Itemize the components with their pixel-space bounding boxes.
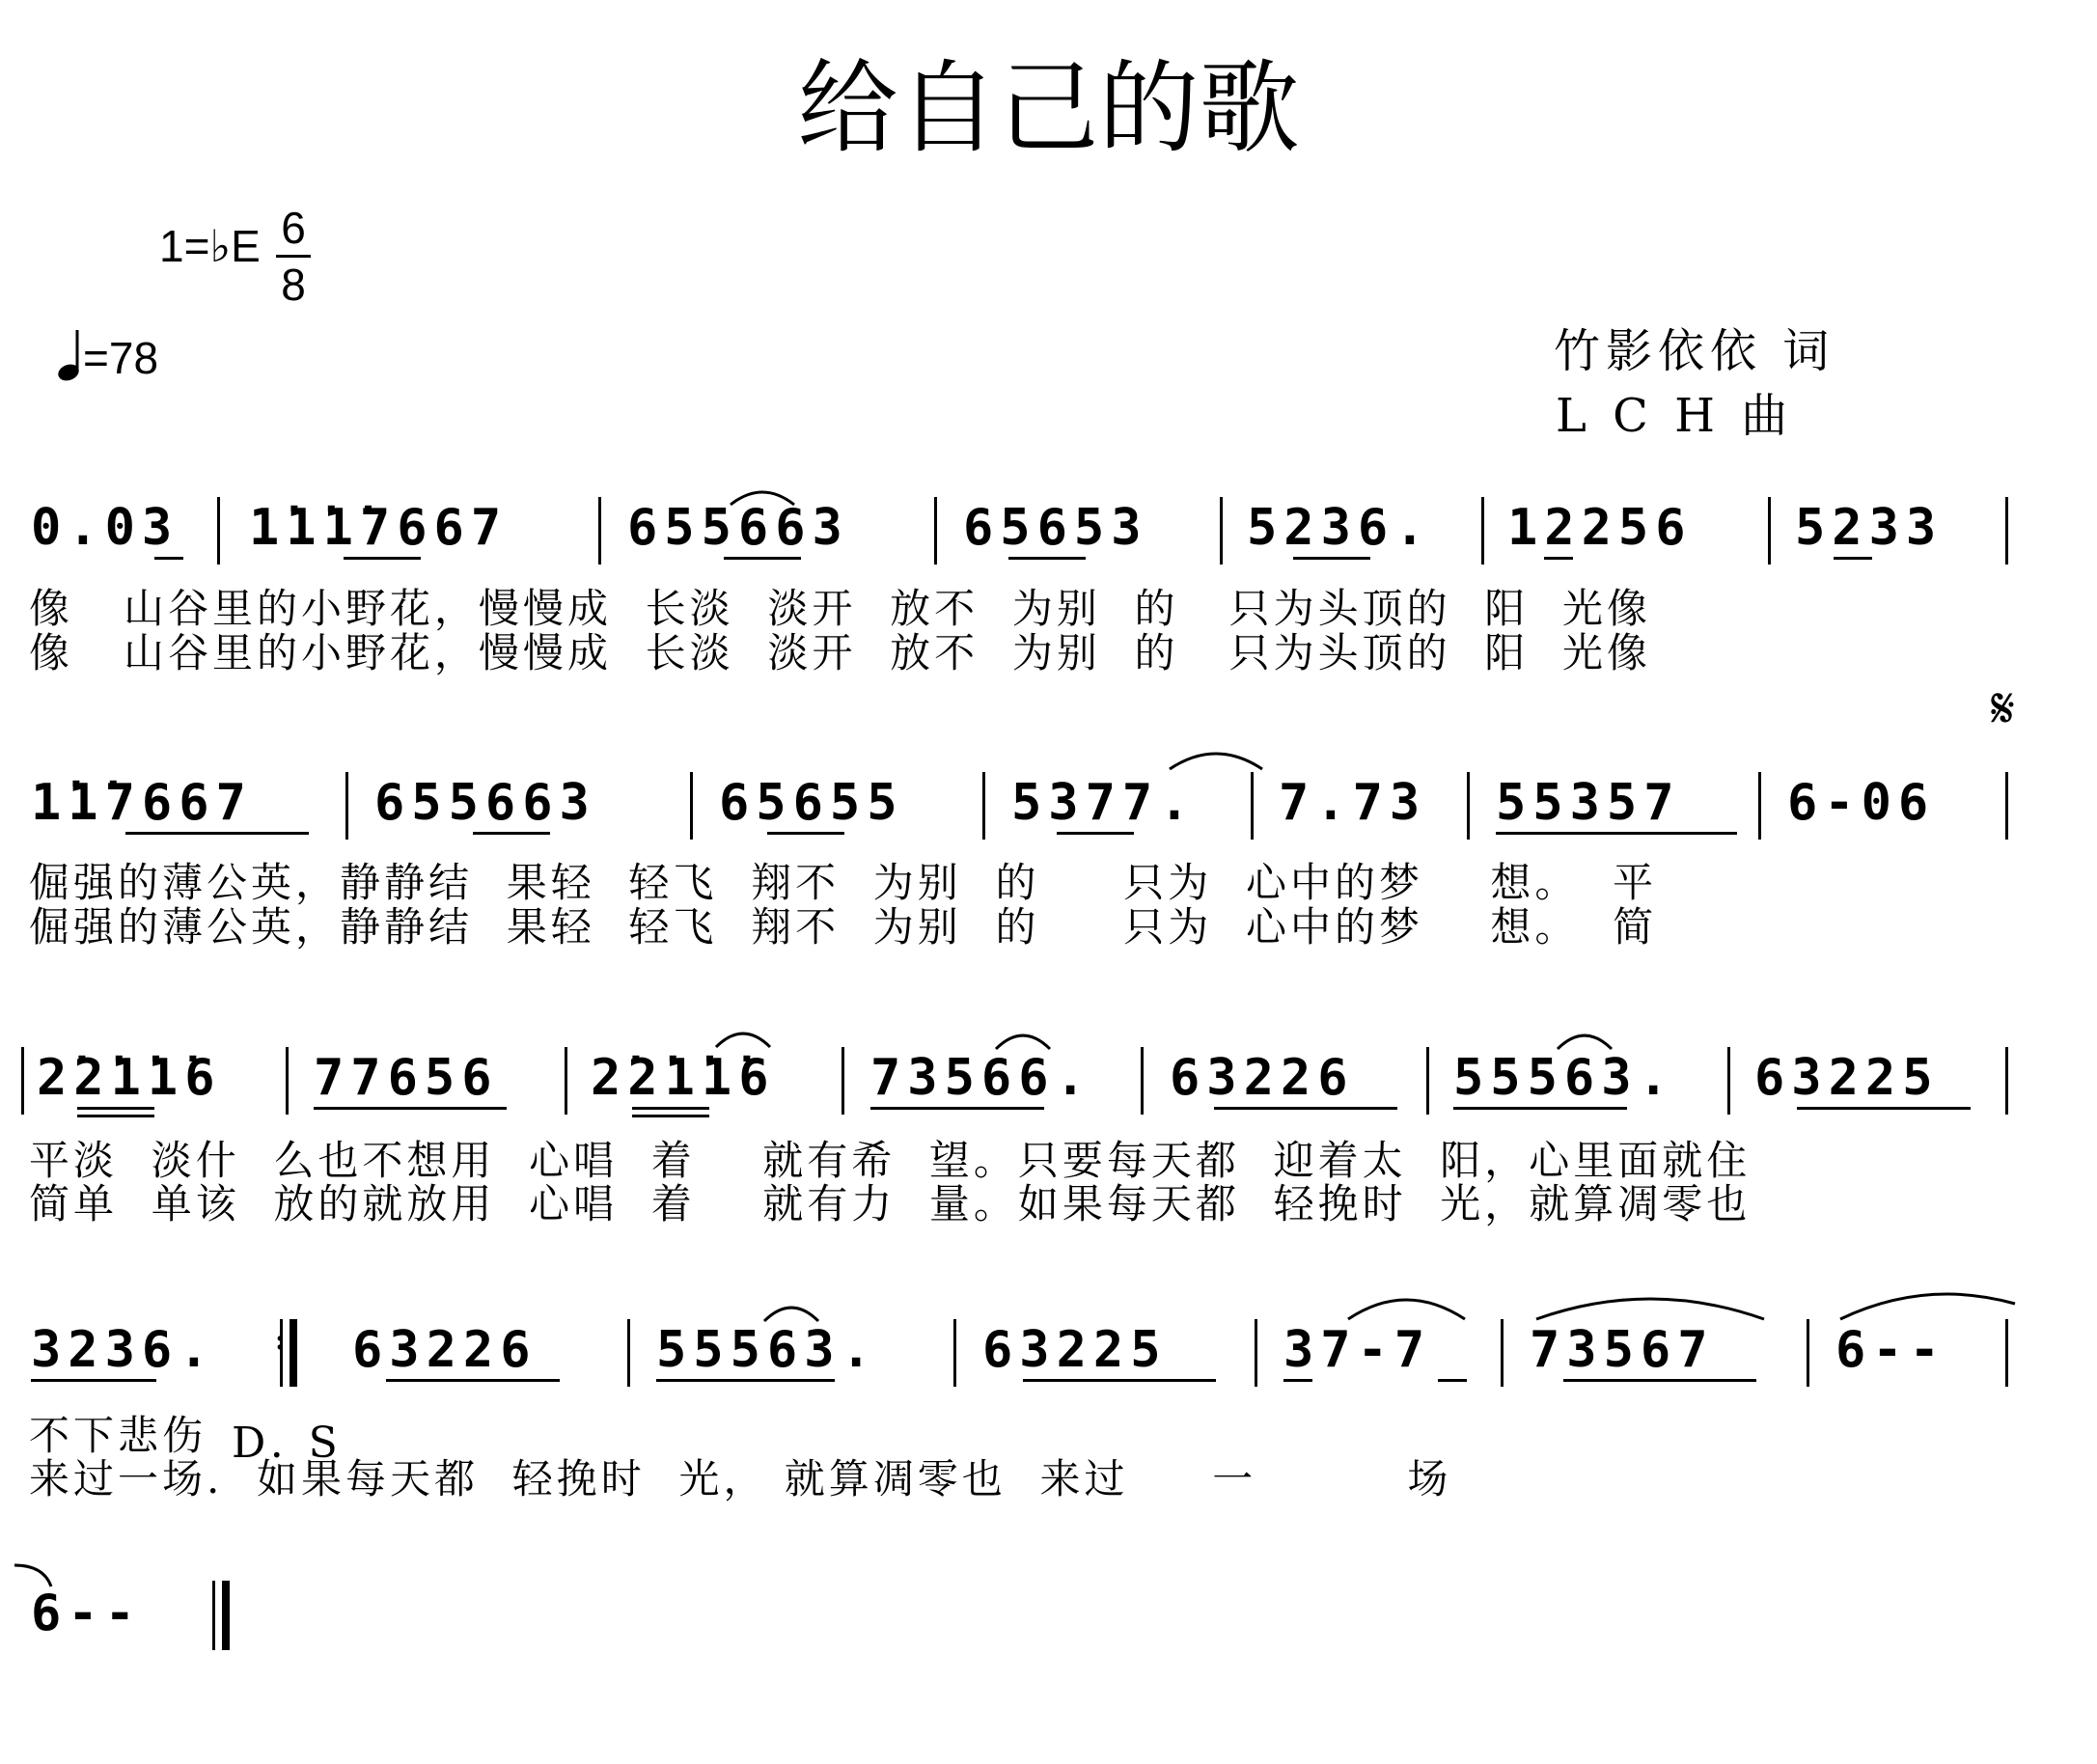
measure: 5233 (1795, 499, 1944, 557)
measure: 655663 (374, 774, 596, 832)
key-signature: 1=♭E (159, 221, 261, 271)
tempo-mark (83, 332, 158, 384)
lyrics-verse-1: 倔强的薄公英，静静结 果轻 轻飞 翔不 为别 的 只为 心中的梦 想。 平 (29, 859, 1658, 906)
measure: 655663 (627, 499, 849, 557)
measure: 1̇1̇7667 (31, 774, 253, 832)
time-signature-bottom: 8 (281, 260, 306, 310)
measure: 77656 (314, 1049, 499, 1107)
measure: 63225 (982, 1321, 1168, 1379)
measure: 6-- (1835, 1321, 1946, 1379)
measure: 2̇2̇1̇1̇6 (591, 1049, 776, 1107)
measure: 6-- (31, 1585, 142, 1642)
lyrics-verse-2: 简单 单该 放的就放用 心唱 着 就有力 量。如果每天都 轻挽时 光，就算凋零也 (29, 1180, 1752, 1227)
lyrics-verse-1: 不下悲伤 (29, 1412, 207, 1459)
measure: 63225 (1754, 1049, 1940, 1107)
measure: 0.03 (31, 499, 179, 557)
lyricist-credit: 竹影依依 词 (1554, 324, 1835, 378)
measure: 5236. (1247, 499, 1432, 557)
time-signature (272, 201, 315, 312)
measure: 37-7 (1283, 1321, 1432, 1379)
time-signature-top: 6 (281, 203, 306, 253)
lyrics-verse-1: 平淡 淡什 么也不想用 心唱 着 就有希 望。只要每天都 迎着太 阳，心里面就住 (29, 1137, 1752, 1184)
measure: 12256 (1507, 499, 1693, 557)
lyrics-verse-1: 像 山谷里的小野花，慢慢成 长淡 淡开 放不 为别 的 只为头顶的 阳 光像 (29, 585, 1652, 632)
measure: 63226 (352, 1321, 538, 1379)
measure: 73566. (870, 1049, 1092, 1107)
measure: 7.73 (1279, 774, 1427, 832)
tempo-value: =78 (83, 333, 159, 383)
lyrics-verse-2: 像 山谷里的小野花，慢慢成 长淡 淡开 放不 为别 的 只为头顶的 阳 光像 (29, 629, 1652, 676)
quarter-note-icon (54, 326, 83, 384)
measure: 63226 (1170, 1049, 1355, 1107)
staff-line-5 (0, 1573, 2097, 1708)
measure: 65653 (963, 499, 1148, 557)
measure: 55563. (656, 1321, 878, 1379)
lyrics-verse-2: 来过一场. 如果每天都 轻挽时 光， 就算凋零也 来过 一 场 (29, 1455, 1452, 1502)
staff-line-4: 3236. 63226 55563. 63225 37-7 73567 6-- : (0, 1309, 2097, 1445)
measure: 5377. (1011, 774, 1197, 832)
lyrics-verse-2: 倔强的薄公英，静静结 果轻 轻飞 翔不 为别 的 只为 心中的梦 想。 简 (29, 903, 1658, 951)
dal-segno-mark: D. S (232, 1419, 344, 1468)
measure: 6-06 (1787, 774, 1936, 832)
measure: 2̇2̇1̇1̇6 (37, 1049, 222, 1107)
song-title: 给自己的歌 (797, 49, 1300, 167)
measure: 55357 (1496, 774, 1681, 832)
measure: 1̇1̇1̇7667 (249, 499, 509, 557)
measure: 73567 (1530, 1321, 1715, 1379)
measure: 65655 (719, 774, 904, 832)
composer-credit: L C H 曲 (1556, 389, 1794, 443)
measure: 55563. (1453, 1049, 1675, 1107)
segno-icon: 𝄋 (1991, 675, 2015, 741)
measure: 3236. (31, 1321, 216, 1379)
